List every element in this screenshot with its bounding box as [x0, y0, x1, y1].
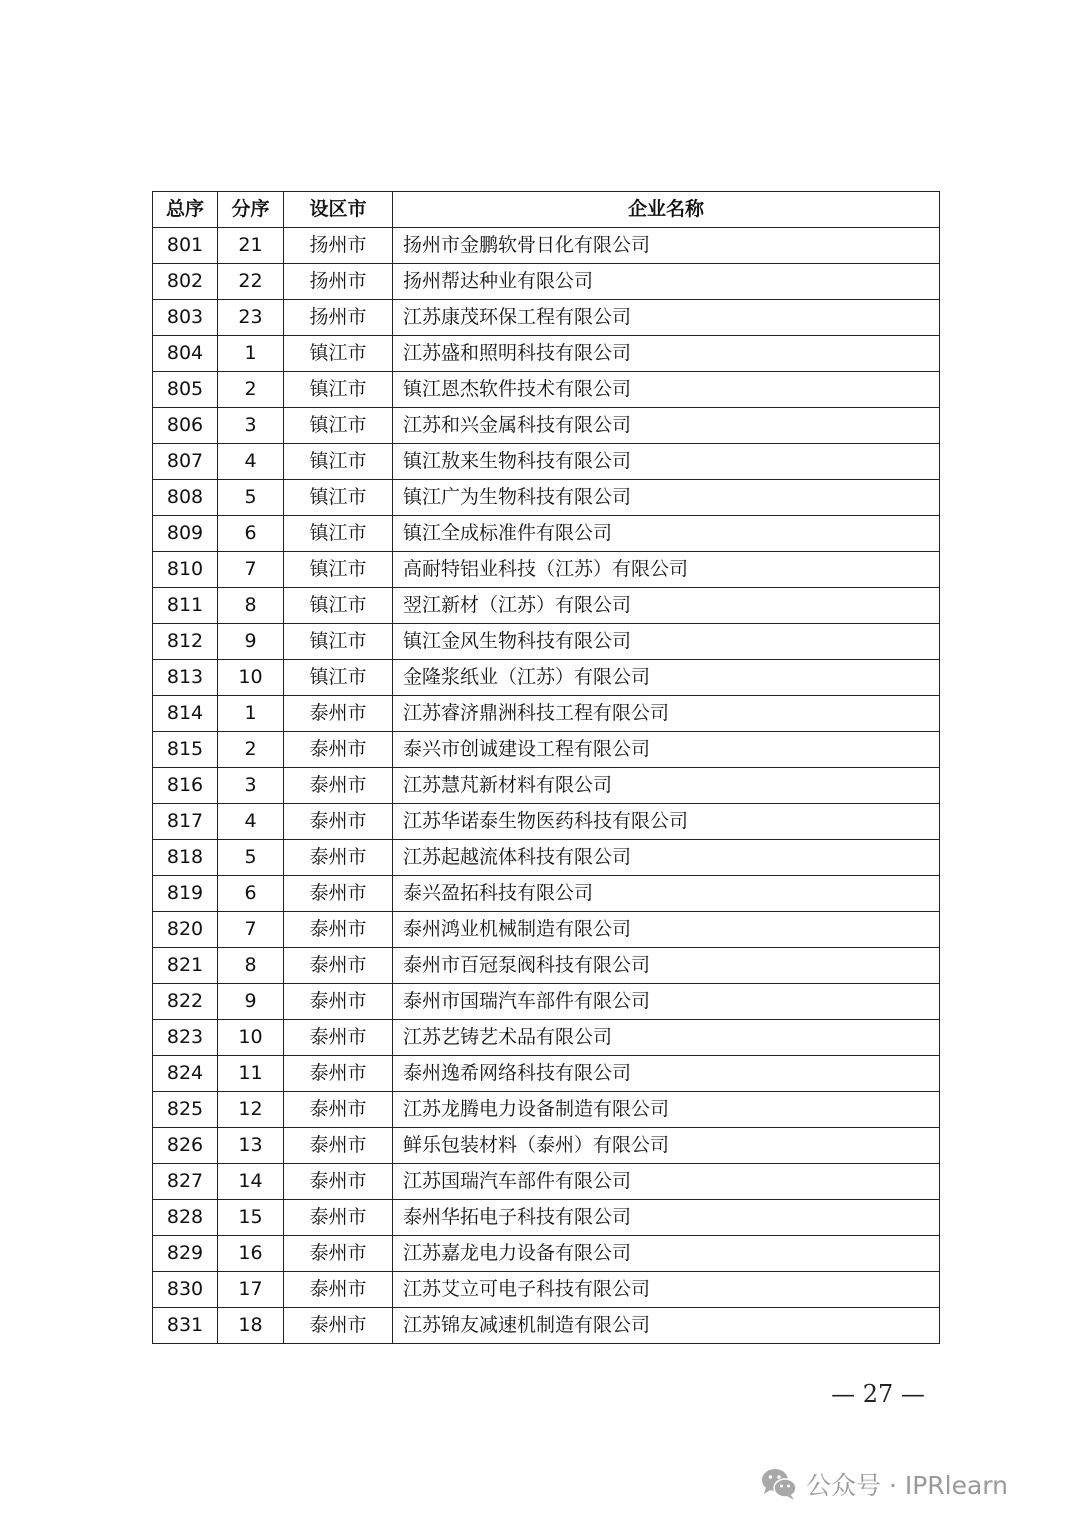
company-name-cell: 金隆浆纸业（江苏）有限公司 — [393, 660, 940, 696]
total-index-cell: 830 — [153, 1272, 218, 1308]
table-row — [153, 696, 940, 732]
company-name-cell: 高耐特铝业科技（江苏）有限公司 — [393, 552, 940, 588]
city-cell: 泰州市 — [284, 1092, 393, 1128]
sub-index-cell: 12 — [218, 1092, 284, 1128]
company-name-cell: 扬州市金鹏软骨日化有限公司 — [393, 228, 940, 264]
total-index-cell: 819 — [153, 876, 218, 912]
table-row — [153, 480, 940, 516]
table-row — [153, 228, 940, 264]
sub-index-cell: 14 — [218, 1164, 284, 1200]
table-row — [153, 1128, 940, 1164]
total-index-cell: 818 — [153, 840, 218, 876]
table-row — [153, 1164, 940, 1200]
company-name-cell: 江苏艺铸艺术品有限公司 — [393, 1020, 940, 1056]
total-index-cell: 801 — [153, 228, 218, 264]
sub-index-cell: 9 — [218, 624, 284, 660]
total-index-cell: 807 — [153, 444, 218, 480]
total-index-cell: 810 — [153, 552, 218, 588]
table-row — [153, 624, 940, 660]
table-row — [153, 1200, 940, 1236]
city-cell: 泰州市 — [284, 1272, 393, 1308]
table-row — [153, 300, 940, 336]
total-index-cell: 823 — [153, 1020, 218, 1056]
table-row — [153, 408, 940, 444]
sub-index-cell: 4 — [218, 444, 284, 480]
company-name-cell: 翌江新材（江苏）有限公司 — [393, 588, 940, 624]
table-row — [153, 1308, 940, 1344]
sub-index-cell: 5 — [218, 840, 284, 876]
table-row — [153, 768, 940, 804]
table-row — [153, 588, 940, 624]
sub-index-cell: 23 — [218, 300, 284, 336]
company-name-cell: 江苏华诺泰生物医药科技有限公司 — [393, 804, 940, 840]
table-body — [153, 228, 940, 1344]
total-index-cell: 826 — [153, 1128, 218, 1164]
city-cell: 扬州市 — [284, 264, 393, 300]
table-row — [153, 660, 940, 696]
company-name-cell: 江苏龙腾电力设备制造有限公司 — [393, 1092, 940, 1128]
total-index-cell: 822 — [153, 984, 218, 1020]
city-cell: 镇江市 — [284, 624, 393, 660]
sub-index-cell: 2 — [218, 372, 284, 408]
company-name-cell: 江苏和兴金属科技有限公司 — [393, 408, 940, 444]
total-index-cell: 814 — [153, 696, 218, 732]
company-name-cell: 江苏康茂环保工程有限公司 — [393, 300, 940, 336]
city-cell: 扬州市 — [284, 228, 393, 264]
total-index-cell: 816 — [153, 768, 218, 804]
total-index-cell: 805 — [153, 372, 218, 408]
header-city: 设区市 — [284, 192, 393, 228]
company-name-cell: 江苏盛和照明科技有限公司 — [393, 336, 940, 372]
company-name-cell: 江苏国瑞汽车部件有限公司 — [393, 1164, 940, 1200]
sub-index-cell: 7 — [218, 552, 284, 588]
city-cell: 泰州市 — [284, 948, 393, 984]
city-cell: 泰州市 — [284, 1056, 393, 1092]
company-name-cell: 江苏慧芃新材料有限公司 — [393, 768, 940, 804]
sub-index-cell: 4 — [218, 804, 284, 840]
sub-index-cell: 3 — [218, 408, 284, 444]
sub-index-cell: 8 — [218, 588, 284, 624]
sub-index-cell: 9 — [218, 984, 284, 1020]
total-index-cell: 812 — [153, 624, 218, 660]
company-name-cell: 江苏睿济鼎洲科技工程有限公司 — [393, 696, 940, 732]
table-row — [153, 840, 940, 876]
total-index-cell: 821 — [153, 948, 218, 984]
page-number: — 27 — — [831, 1380, 925, 1408]
header-sub-index: 分序 — [218, 192, 284, 228]
total-index-cell: 815 — [153, 732, 218, 768]
table-row — [153, 876, 940, 912]
sub-index-cell: 21 — [218, 228, 284, 264]
total-index-cell: 811 — [153, 588, 218, 624]
table-row — [153, 732, 940, 768]
table-row — [153, 1020, 940, 1056]
total-index-cell: 820 — [153, 912, 218, 948]
company-name-cell: 泰州市国瑞汽车部件有限公司 — [393, 984, 940, 1020]
table-row — [153, 444, 940, 480]
sub-index-cell: 1 — [218, 696, 284, 732]
city-cell: 镇江市 — [284, 336, 393, 372]
city-cell: 镇江市 — [284, 588, 393, 624]
company-name-cell: 镇江全成标准件有限公司 — [393, 516, 940, 552]
table-row — [153, 804, 940, 840]
total-index-cell: 806 — [153, 408, 218, 444]
company-name-cell: 鲜乐包装材料（泰州）有限公司 — [393, 1128, 940, 1164]
total-index-cell: 808 — [153, 480, 218, 516]
city-cell: 泰州市 — [284, 696, 393, 732]
company-name-cell: 江苏嘉龙电力设备有限公司 — [393, 1236, 940, 1272]
total-index-cell: 827 — [153, 1164, 218, 1200]
company-name-cell: 扬州帮达种业有限公司 — [393, 264, 940, 300]
company-name-cell: 镇江敖来生物科技有限公司 — [393, 444, 940, 480]
total-index-cell: 813 — [153, 660, 218, 696]
sub-index-cell: 5 — [218, 480, 284, 516]
table-row — [153, 1056, 940, 1092]
company-name-cell: 镇江恩杰软件技术有限公司 — [393, 372, 940, 408]
city-cell: 泰州市 — [284, 1236, 393, 1272]
watermark — [760, 1462, 1008, 1506]
city-cell: 泰州市 — [284, 840, 393, 876]
sub-index-cell: 1 — [218, 336, 284, 372]
total-index-cell: 809 — [153, 516, 218, 552]
table-row — [153, 552, 940, 588]
company-name-cell: 泰州华拓电子科技有限公司 — [393, 1200, 940, 1236]
table-row — [153, 1236, 940, 1272]
table-row — [153, 336, 940, 372]
total-index-cell: 829 — [153, 1236, 218, 1272]
total-index-cell: 802 — [153, 264, 218, 300]
city-cell: 泰州市 — [284, 732, 393, 768]
city-cell: 镇江市 — [284, 408, 393, 444]
city-cell: 镇江市 — [284, 552, 393, 588]
total-index-cell: 817 — [153, 804, 218, 840]
header-total-index: 总序 — [153, 192, 218, 228]
table-row — [153, 984, 940, 1020]
total-index-cell: 825 — [153, 1092, 218, 1128]
city-cell: 镇江市 — [284, 444, 393, 480]
sub-index-cell: 3 — [218, 768, 284, 804]
total-index-cell: 831 — [153, 1308, 218, 1344]
enterprise-table — [152, 191, 940, 1344]
company-name-cell: 泰州鸿业机械制造有限公司 — [393, 912, 940, 948]
sub-index-cell: 17 — [218, 1272, 284, 1308]
wechat-icon — [760, 1467, 798, 1501]
total-index-cell: 804 — [153, 336, 218, 372]
city-cell: 镇江市 — [284, 660, 393, 696]
city-cell: 泰州市 — [284, 912, 393, 948]
sub-index-cell: 13 — [218, 1128, 284, 1164]
watermark-text: 公众号 · IPRlearn — [806, 1471, 1008, 1500]
company-name-cell: 江苏起越流体科技有限公司 — [393, 840, 940, 876]
table-row — [153, 948, 940, 984]
city-cell: 泰州市 — [284, 876, 393, 912]
city-cell: 泰州市 — [284, 1308, 393, 1344]
sub-index-cell: 7 — [218, 912, 284, 948]
total-index-cell: 824 — [153, 1056, 218, 1092]
sub-index-cell: 2 — [218, 732, 284, 768]
city-cell: 泰州市 — [284, 1200, 393, 1236]
total-index-cell: 803 — [153, 300, 218, 336]
table-header-row — [153, 192, 940, 228]
table-row — [153, 264, 940, 300]
sub-index-cell: 6 — [218, 516, 284, 552]
city-cell: 扬州市 — [284, 300, 393, 336]
table-row — [153, 912, 940, 948]
sub-index-cell: 16 — [218, 1236, 284, 1272]
city-cell: 泰州市 — [284, 804, 393, 840]
city-cell: 泰州市 — [284, 984, 393, 1020]
sub-index-cell: 10 — [218, 660, 284, 696]
sub-index-cell: 10 — [218, 1020, 284, 1056]
sub-index-cell: 22 — [218, 264, 284, 300]
city-cell: 镇江市 — [284, 372, 393, 408]
sub-index-cell: 11 — [218, 1056, 284, 1092]
company-name-cell: 江苏艾立可电子科技有限公司 — [393, 1272, 940, 1308]
city-cell: 镇江市 — [284, 480, 393, 516]
total-index-cell: 828 — [153, 1200, 218, 1236]
table-row — [153, 1272, 940, 1308]
city-cell: 镇江市 — [284, 516, 393, 552]
sub-index-cell: 8 — [218, 948, 284, 984]
sub-index-cell: 6 — [218, 876, 284, 912]
sub-index-cell: 15 — [218, 1200, 284, 1236]
city-cell: 泰州市 — [284, 768, 393, 804]
table-row — [153, 1092, 940, 1128]
city-cell: 泰州市 — [284, 1020, 393, 1056]
city-cell: 泰州市 — [284, 1128, 393, 1164]
company-name-cell: 镇江金风生物科技有限公司 — [393, 624, 940, 660]
header-company-name: 企业名称 — [393, 192, 940, 228]
company-name-cell: 镇江广为生物科技有限公司 — [393, 480, 940, 516]
company-name-cell: 江苏锦友减速机制造有限公司 — [393, 1308, 940, 1344]
table-row — [153, 516, 940, 552]
company-name-cell: 泰州逸希网络科技有限公司 — [393, 1056, 940, 1092]
company-name-cell: 泰州市百冠泵阀科技有限公司 — [393, 948, 940, 984]
table-row — [153, 372, 940, 408]
city-cell: 泰州市 — [284, 1164, 393, 1200]
company-name-cell: 泰兴市创诚建设工程有限公司 — [393, 732, 940, 768]
sub-index-cell: 18 — [218, 1308, 284, 1344]
company-name-cell: 泰兴盈拓科技有限公司 — [393, 876, 940, 912]
